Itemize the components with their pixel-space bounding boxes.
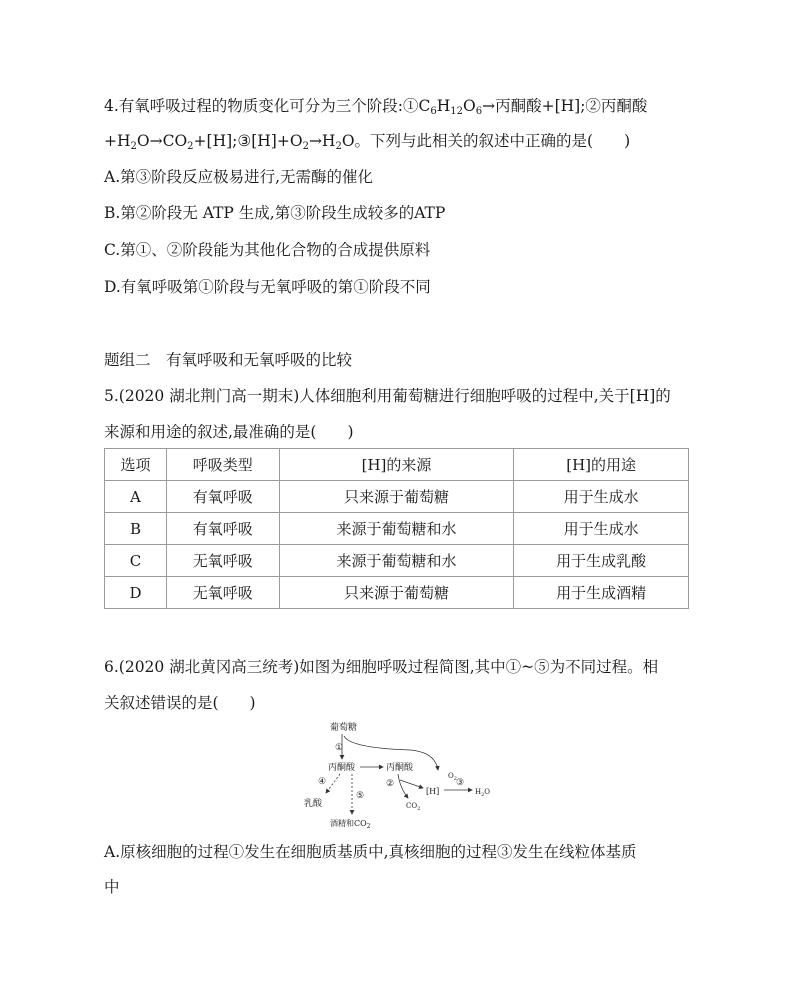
table-header-cell: [H]的来源 (279, 449, 514, 481)
table-header-cell: 呼吸类型 (166, 449, 279, 481)
o2-label: $O_2$ (448, 772, 457, 782)
step2-label: ② (386, 779, 395, 789)
table-cell: D (105, 577, 167, 609)
pyruvate-right-label: 丙酮酸 (386, 763, 414, 773)
glucose-label: 葡萄糖 (330, 723, 358, 733)
q5-options-table (104, 448, 689, 609)
table-cell: 无氧呼吸 (166, 577, 279, 609)
q4-option-b: B.第②阶段无 ATP 生成,第③阶段生成较多的ATP (104, 204, 446, 222)
table-cell: 用于生成水 (514, 513, 689, 545)
arrow-pyruvate-h (400, 780, 423, 788)
arrow-pyruvate-co2 (398, 774, 408, 798)
table-cell: A (105, 481, 167, 513)
table-cell: B (105, 513, 167, 545)
table-header-row (105, 449, 689, 481)
table-cell: 用于生成酒精 (514, 577, 689, 609)
section-title: 题组二 有氧呼吸和无氧呼吸的比较 (104, 351, 353, 369)
step5-label: ⑤ (356, 791, 365, 801)
pyruvate-left-label: 丙酮酸 (328, 763, 356, 773)
step4-label: ④ (318, 777, 327, 787)
ethanol-co2-label: 酒精和$CO_2$ (330, 819, 371, 830)
q6-option-a-line1: A.原核细胞的过程①发生在细胞质基质中,真核细胞的过程③发生在线粒体基质 (104, 843, 637, 861)
q4-option-d: D.有氧呼吸第①阶段与无氧呼吸的第①阶段不同 (104, 278, 431, 296)
table-header-cell: 选项 (105, 449, 167, 481)
table-row (105, 481, 689, 513)
table-header-cell: [H]的用途 (514, 449, 689, 481)
arrow-pyruvate-lactic (326, 774, 340, 793)
table-cell: 有氧呼吸 (166, 481, 279, 513)
q4-option-c: C.第①、②阶段能为其他化合物的合成提供原料 (104, 241, 431, 259)
table-row (105, 545, 689, 577)
table-cell: 用于生成乳酸 (514, 545, 689, 577)
q5-stem-line2: 来源和用途的叙述,最准确的是( ) (104, 423, 354, 441)
table-cell: 用于生成水 (514, 481, 689, 513)
table-row (105, 577, 689, 609)
table-cell: 有氧呼吸 (166, 513, 279, 545)
table-row (105, 513, 689, 545)
table-cell: 只来源于葡萄糖 (279, 577, 514, 609)
q4-option-a: A.第③阶段反应极易进行,无需酶的催化 (104, 168, 374, 186)
q4-stem-line2: $+H_2O\to CO_2+[H];③[H]+O_2\to H_2O$。下列与此相关的叙述中正确的是( ) (104, 132, 631, 152)
h-label: [H] (426, 787, 440, 796)
lactic-acid-label: 乳酸 (304, 799, 323, 809)
co2-label: $CO_2$ (406, 802, 421, 812)
table-cell: 只来源于葡萄糖 (279, 481, 514, 513)
step3-label: ③ (456, 778, 465, 788)
table-cell: C (105, 545, 167, 577)
q6-stem-line2: 关叙述错误的是( ) (104, 694, 256, 712)
q6-option-a-line2: 中 (104, 878, 120, 896)
q5-stem-line1: 5.(2020 湖北荆门高一期末)人体细胞利用葡萄糖进行细胞呼吸的过程中,关于[H]的 (104, 387, 671, 405)
table-cell: 无氧呼吸 (166, 545, 279, 577)
q4-stem-line1: 4.有氧呼吸过程的物质变化可分为三个阶段$:①C_6H_{12}O_6\to$丙酮酸+[H];②丙酮酸 (104, 97, 648, 117)
water-label: $H_2O$ (475, 788, 491, 798)
q6-stem-line1: 6.(2020 湖北黄冈高三统考)如图为细胞呼吸过程简图,其中①~⑤为不同过程。相 (104, 658, 659, 676)
respiration-diagram (300, 718, 500, 833)
table-cell: 来源于葡萄糖和水 (279, 545, 514, 577)
table-cell: 来源于葡萄糖和水 (279, 513, 514, 545)
step1-label: ① (335, 743, 344, 753)
